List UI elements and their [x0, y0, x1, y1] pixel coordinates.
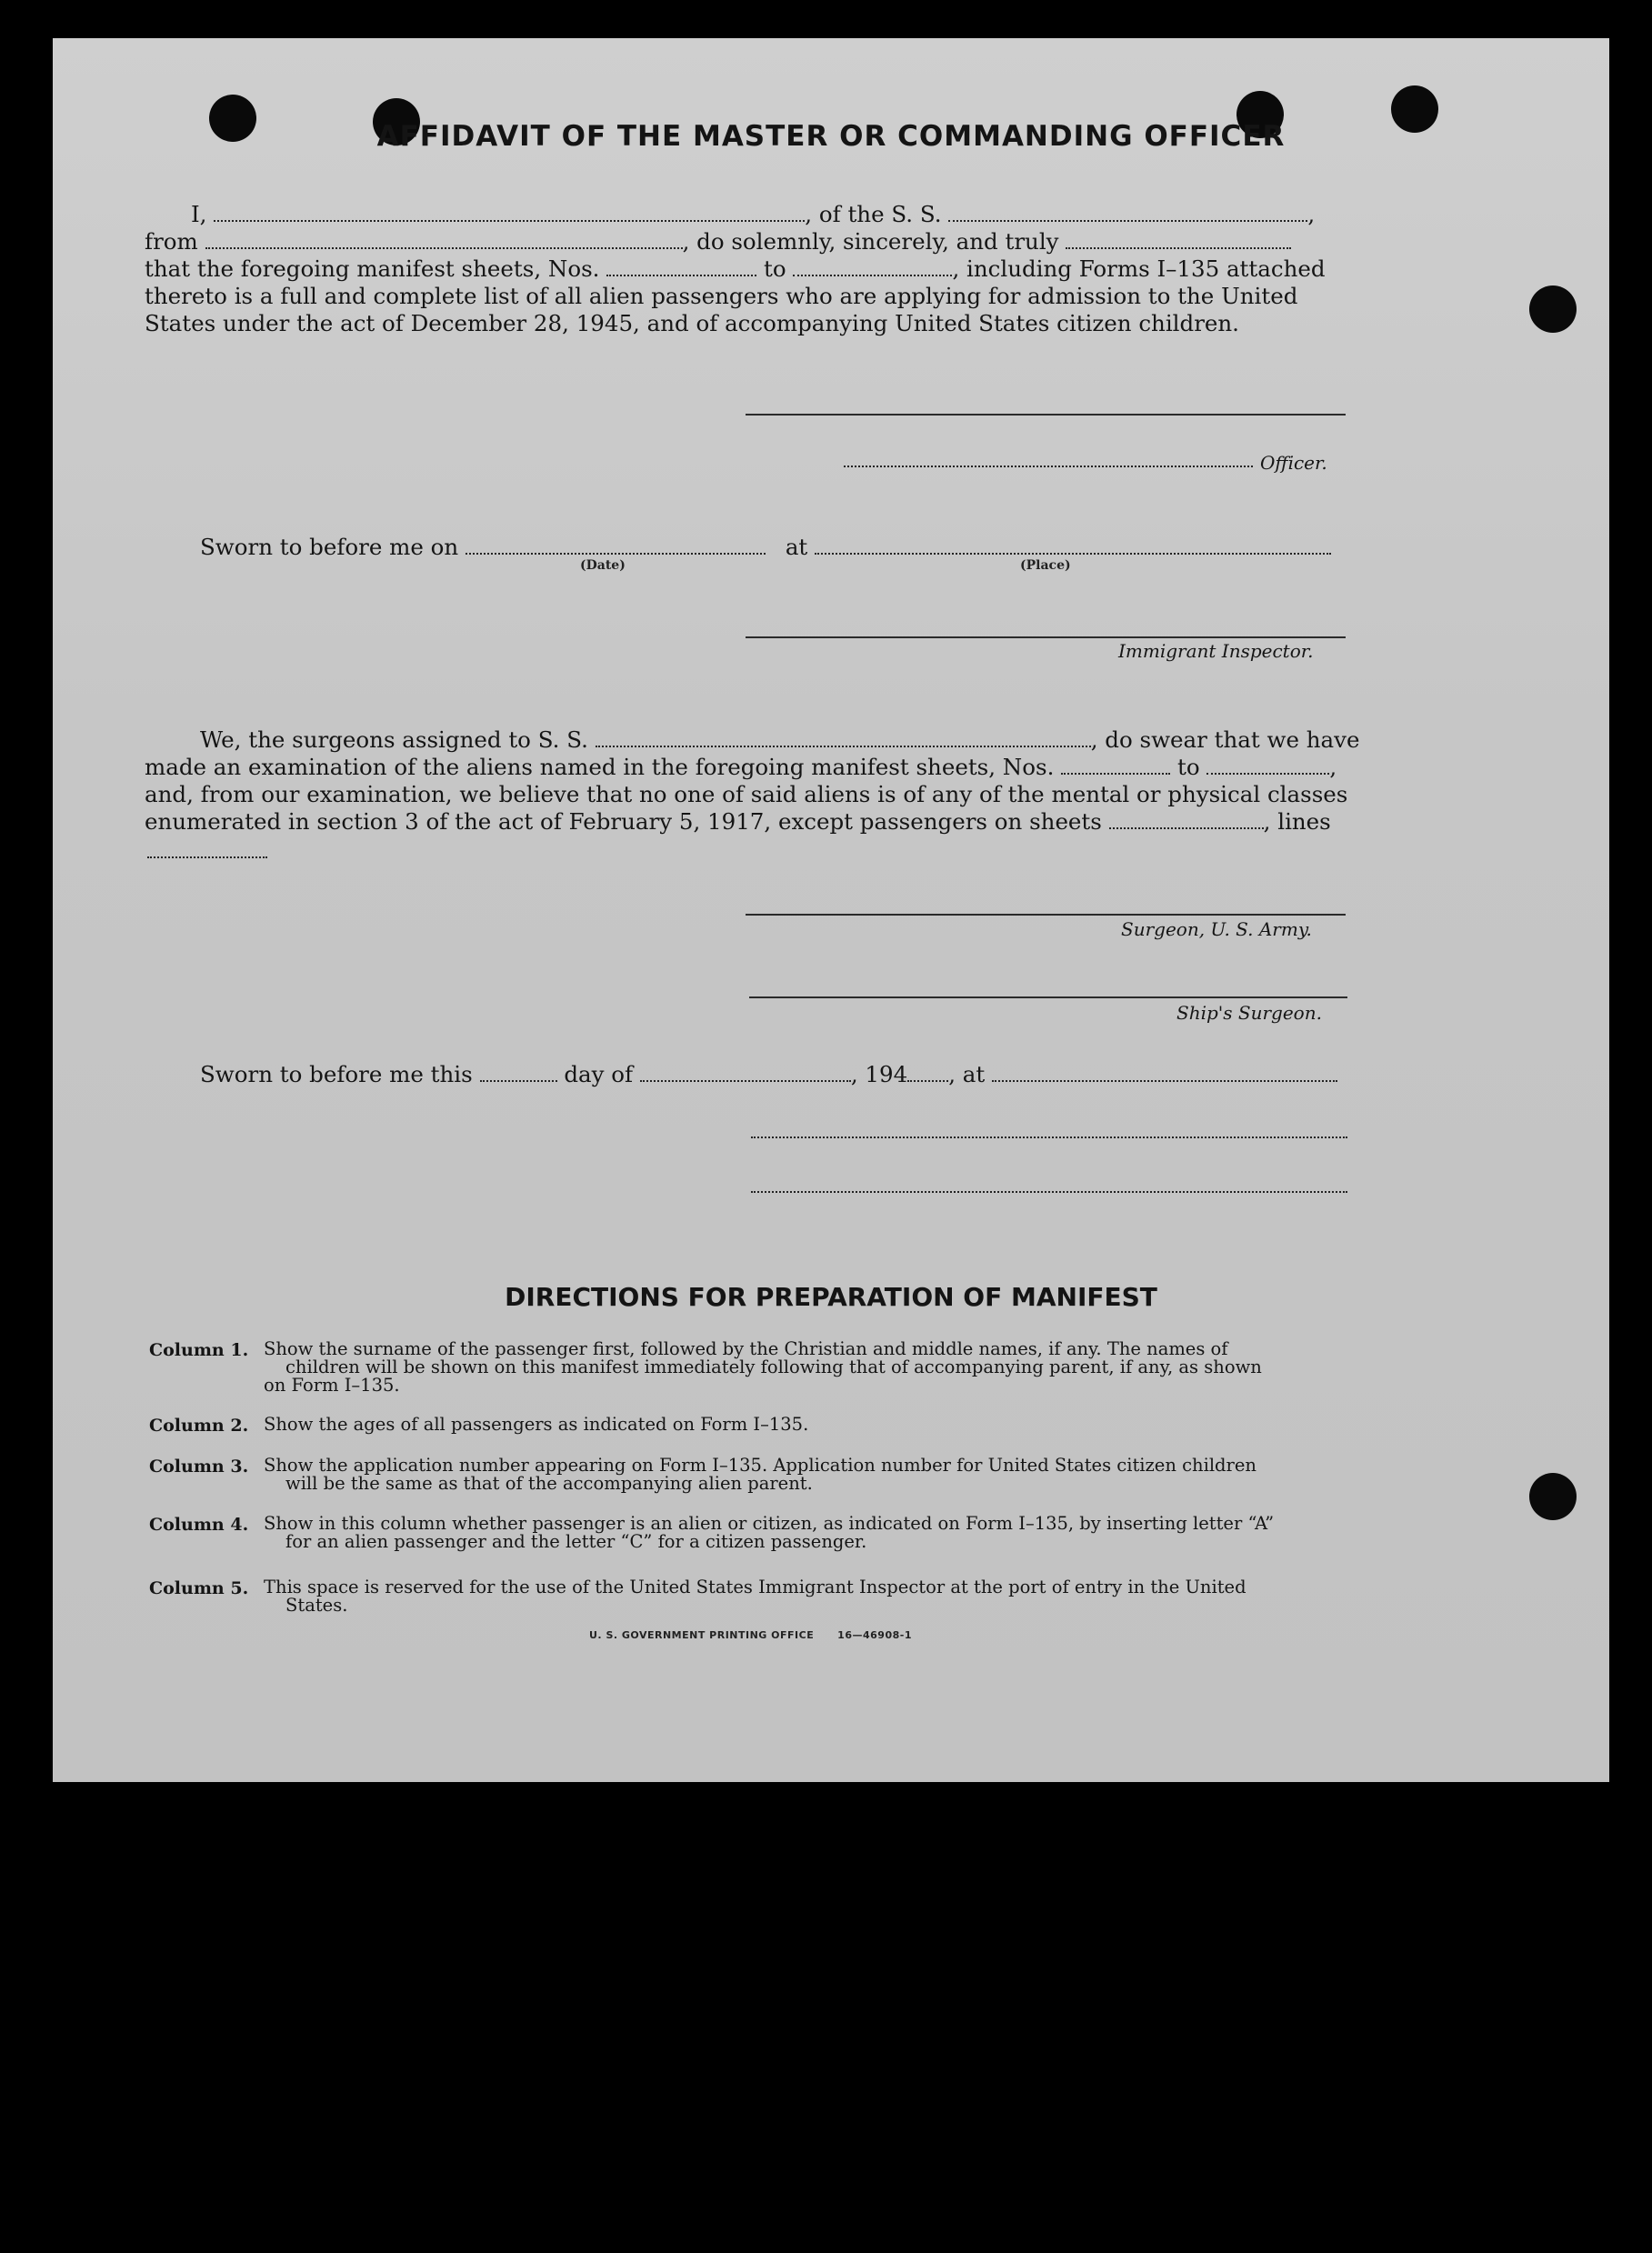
text-surgeons-assigned: We, the surgeons assigned to S. S. — [200, 726, 588, 753]
column-2-text: Show the ages of all passengers as indicated on Form I–135. — [264, 1414, 809, 1435]
surgeons-line-4 — [145, 808, 1331, 835]
text-do-swear: , do swear that we have — [1090, 726, 1360, 753]
except-lines-field[interactable] — [147, 856, 267, 858]
column-3-text — [264, 1457, 1403, 1493]
column-4-line-2: for an alien passenger and the letter “C” for a citizen passenger. — [285, 1531, 867, 1552]
text-i: I, — [191, 201, 207, 227]
affidavit-line-3 — [145, 255, 1326, 282]
sworn-date-place-line — [200, 536, 1331, 559]
text-including: , including Forms I–135 attached — [952, 255, 1326, 282]
surgeons-line-3: and, from our examination, we believe that no one of said aliens is of any of the mental or physical classes — [145, 781, 1348, 807]
punch-hole-right-lower — [1529, 1473, 1577, 1520]
text-194: , 194 — [850, 1061, 908, 1087]
sworn-year-field[interactable] — [907, 1080, 948, 1082]
column-2-label: Column 2. — [149, 1416, 249, 1436]
army-surgeon-label: Surgeon, U. S. Army. — [1121, 918, 1312, 940]
column-5-line-1: This space is reserved for the use of the United States Immigrant Inspector at the port of entry in the United — [264, 1577, 1247, 1597]
column-1-text — [264, 1340, 1403, 1395]
sworn-month-field[interactable] — [640, 1080, 851, 1082]
surgeons-ship-field[interactable] — [596, 746, 1091, 747]
text-day-of: day of — [564, 1061, 634, 1087]
text-lines: , lines — [1263, 808, 1331, 835]
inspector-label: Immigrant Inspector. — [1118, 640, 1314, 662]
column-5-label: Column 5. — [149, 1578, 249, 1598]
officer-label: Officer. — [1260, 452, 1327, 474]
comma: , — [1307, 201, 1316, 227]
sworn-place-field[interactable] — [815, 553, 1331, 555]
sheet-to-field[interactable] — [793, 275, 952, 276]
swear-field[interactable] — [1066, 247, 1291, 249]
text-at: at — [785, 534, 808, 560]
surgeons-sheet-to-field[interactable] — [1206, 773, 1329, 775]
text-examination: made an examination of the aliens named in the foregoing manifest sheets, Nos. — [145, 754, 1055, 780]
text-of-ss: , of the S. S. — [805, 201, 942, 227]
ship-surgeon-label: Ship's Surgeon. — [1176, 1002, 1322, 1024]
officer-signature-line[interactable] — [746, 414, 1346, 416]
surgeons-line-1 — [200, 726, 1360, 753]
text-at-2: , at — [948, 1061, 986, 1087]
sworn-signature-line-2[interactable] — [751, 1191, 1347, 1193]
sheet-from-field[interactable] — [606, 275, 756, 276]
sworn-location-field[interactable] — [992, 1080, 1337, 1082]
printing-office-imprint: U. S. GOVERNMENT PRINTING OFFICE 16—46908-1 — [589, 1629, 912, 1641]
column-4-text — [264, 1515, 1403, 1551]
text-enumerated: enumerated in section 3 of the act of February 5, 1917, except passengers on sheets — [145, 808, 1102, 835]
officer-name-line[interactable] — [844, 466, 1253, 467]
column-1-line-1: Show the surname of the passenger first, followed by the Christian and middle names, if any. The names of — [264, 1338, 1228, 1359]
text-sworn-this: Sworn to before me this — [200, 1061, 473, 1087]
column-5-line-2: States. — [285, 1595, 348, 1616]
column-4-line-1: Show in this column whether passenger is an alien or citizen, as indicated on Form I–135, by inserting letter “A” — [264, 1513, 1275, 1534]
column-3-label: Column 3. — [149, 1457, 249, 1477]
column-1-line-3: on Form I–135. — [264, 1375, 400, 1396]
affidavit-title: AFFIDAVIT OF THE MASTER OR COMMANDING OFFICER — [376, 120, 1286, 153]
sworn-day-line — [200, 1061, 1337, 1087]
directions-title: DIRECTIONS FOR PREPARATION OF MANIFEST — [505, 1282, 1157, 1312]
ship-name-field[interactable] — [948, 220, 1307, 222]
text-solemnly: , do solemnly, sincerely, and truly — [682, 228, 1059, 255]
sworn-day-field[interactable] — [480, 1080, 557, 1082]
column-3-line-2: will be the same as that of the accompanying alien parent. — [285, 1473, 813, 1494]
text-manifest-sheets: that the foregoing manifest sheets, Nos. — [145, 255, 600, 282]
army-surgeon-signature-line[interactable] — [746, 914, 1346, 916]
ship-surgeon-signature-line[interactable] — [749, 996, 1347, 998]
affidavit-line-1 — [191, 201, 1316, 227]
except-sheets-field[interactable] — [1109, 827, 1264, 829]
master-name-field[interactable] — [214, 220, 805, 222]
surgeons-line-2 — [145, 756, 1337, 779]
column-3-line-1: Show the application number appearing on Form I–135. Application number for United States citizen children — [264, 1455, 1257, 1476]
text-to-2: to — [1176, 754, 1200, 780]
text-sworn-on: Sworn to before me on — [200, 534, 459, 560]
place-caption: (Place) — [1020, 558, 1071, 573]
form-sheet — [53, 38, 1609, 1782]
column-5-text — [264, 1578, 1403, 1615]
text-from: from — [145, 228, 198, 255]
sworn-date-field[interactable] — [466, 553, 766, 555]
surgeons-sheet-from-field[interactable] — [1061, 773, 1170, 775]
affidavit-line-5: States under the act of December 28, 1945, and of accompanying United States citizen children. — [145, 310, 1239, 336]
text-to: to — [764, 255, 786, 282]
column-1-label: Column 1. — [149, 1340, 249, 1360]
column-1-line-2: children will be shown on this manifest immediately following that of accompanying parent, if any, as shown — [285, 1357, 1262, 1377]
affidavit-line-4: thereto is a full and complete list of all alien passengers who are applying for admission to the United — [145, 283, 1298, 309]
sworn-signature-line-1[interactable] — [751, 1137, 1347, 1138]
date-caption: (Date) — [580, 558, 626, 573]
column-4-label: Column 4. — [149, 1515, 249, 1535]
comma-2: , — [1329, 754, 1337, 780]
punch-hole-right-upper — [1529, 285, 1577, 333]
affidavit-line-2 — [145, 228, 1291, 255]
from-port-field[interactable] — [205, 247, 683, 249]
inspector-signature-line[interactable] — [746, 636, 1346, 638]
